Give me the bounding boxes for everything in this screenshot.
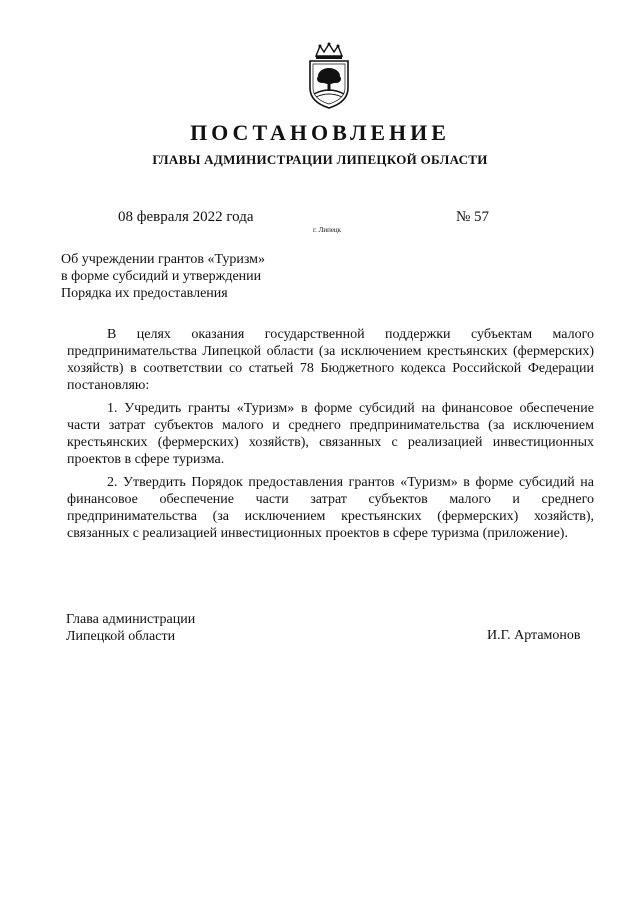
document-body	[67, 326, 594, 542]
resolution-item-1: 1. Учредить гранты «Туризм» в форме субсидий на финансовое обеспечение части затрат субъектов малого и среднего предпринимательства (за исключением крестьянских (фермерских) хозяйств), связанных с реализацией инвестиционных проектов в сфере туризма.	[67, 401, 594, 467]
document-date: 08 февраля 2022 года	[118, 209, 254, 225]
document-subject	[61, 251, 361, 302]
subject-line: в форме субсидий и утверждении	[61, 269, 262, 284]
document-title: ПОСТАНОВЛЕНИЕ	[190, 120, 450, 145]
signature-position-line: Глава администрации	[66, 612, 196, 627]
document-city: г. Липецк	[313, 226, 342, 234]
signature-name: И.Г. Артамонов	[487, 628, 581, 643]
resolution-item-2: 2. Утвердить Порядок предоставления грантов «Туризм» в форме субсидий на финансовое обеспечение части затрат субъектов малого и среднего предпринимательства (за исключением крестьянских (фермерских) хозяйств), связанных с реализацией инвестиционных проектов в сфере туризма (приложение).	[67, 475, 594, 541]
subject-line: Порядка их предоставления	[61, 286, 228, 301]
signature-position	[66, 611, 195, 645]
coat-of-arms-icon	[300, 42, 358, 110]
intro-paragraph: В целях оказания государственной поддержки субъектам малого предпринимательства Липецкой области (за исключением крестьянских (фермерских) хозяйств) в соответствии со статьей 78 Бюджетного кодекса Российской Федерации постановляю:	[67, 327, 594, 393]
subject-line: Об учреждении грантов «Туризм»	[61, 252, 266, 267]
signature-position-line: Липецкой области	[66, 629, 176, 644]
document-subtitle: ГЛАВЫ АДМИНИСТРАЦИИ ЛИПЕЦКОЙ ОБЛАСТИ	[152, 152, 488, 167]
document-number: № 57	[456, 209, 490, 225]
